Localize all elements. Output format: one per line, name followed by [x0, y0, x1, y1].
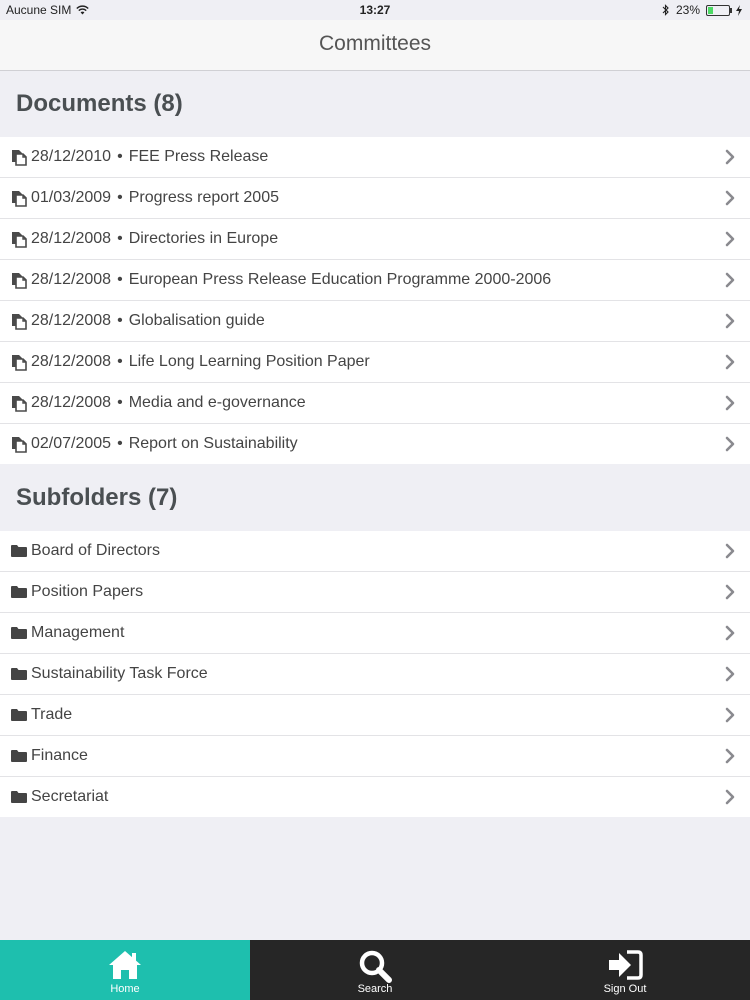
documents-icon — [11, 149, 28, 166]
search-icon — [357, 949, 393, 983]
status-bar — [0, 0, 750, 20]
document-icon-wrap — [11, 231, 28, 248]
document-date: 02/07/2005 — [31, 435, 112, 452]
document-icon-wrap — [11, 313, 28, 330]
sign-in-icon — [607, 949, 643, 981]
document-icon-wrap — [11, 436, 28, 453]
subfolder-row[interactable] — [0, 613, 750, 654]
document-row[interactable] — [0, 219, 750, 260]
document-date: 28/12/2008 — [31, 230, 112, 247]
document-title: Media and e-governance — [128, 394, 306, 411]
document-title: Progress report 2005 — [128, 189, 279, 206]
subfolders-section-title: Subfolders (7) — [16, 484, 178, 511]
chevron-right-icon — [724, 394, 736, 412]
folder-icon-wrap — [11, 625, 28, 642]
separator-bullet: • — [117, 148, 123, 165]
subfolder-name: Secretariat — [31, 788, 109, 805]
document-date: 28/12/2010 — [31, 148, 112, 165]
tab-search-label: Search — [357, 983, 393, 995]
chevron-right-icon — [724, 148, 736, 166]
document-date: 28/12/2008 — [31, 394, 112, 411]
documents-icon — [11, 190, 28, 207]
document-row[interactable] — [0, 178, 750, 219]
documents-icon — [11, 436, 28, 453]
separator-bullet: • — [117, 353, 123, 370]
chevron-right-icon — [724, 583, 736, 601]
document-icon-wrap — [11, 149, 28, 166]
battery-percent: 23% — [675, 3, 700, 17]
subfolder-row[interactable] — [0, 777, 750, 817]
document-label — [31, 353, 370, 371]
document-row[interactable] — [0, 383, 750, 424]
subfolder-row[interactable] — [0, 531, 750, 572]
chevron-right-icon — [724, 665, 736, 683]
documents-icon — [11, 272, 28, 289]
documents-icon — [11, 231, 28, 248]
chevron-right-icon — [724, 189, 736, 207]
subfolder-name: Management — [31, 624, 125, 641]
document-title: Globalisation guide — [128, 312, 265, 329]
document-icon-wrap — [11, 354, 28, 371]
document-label — [31, 148, 268, 166]
subfolder-row[interactable] — [0, 736, 750, 777]
chevron-right-icon — [724, 624, 736, 642]
folder-icon-wrap — [11, 789, 28, 806]
separator-bullet: • — [117, 312, 123, 329]
subfolder-name: Finance — [31, 747, 88, 764]
battery-fill — [708, 7, 713, 14]
documents-icon — [11, 395, 28, 412]
navigation-bar — [0, 20, 750, 71]
subfolder-name: Sustainability Task Force — [31, 665, 208, 682]
document-title: Directories in Europe — [128, 230, 279, 247]
chevron-right-icon — [724, 706, 736, 724]
document-label — [31, 230, 278, 248]
separator-bullet: • — [117, 435, 123, 452]
documents-icon — [11, 313, 28, 330]
subfolder-name: Trade — [31, 706, 73, 723]
document-label — [31, 435, 298, 453]
folder-icon-wrap — [11, 666, 28, 683]
folder-icon-wrap — [11, 707, 28, 724]
subfolder-row[interactable] — [0, 695, 750, 736]
folder-icon — [11, 708, 27, 722]
folder-icon — [11, 667, 27, 681]
clock: 13:27 — [359, 3, 391, 17]
folder-icon — [11, 749, 27, 763]
battery-icon — [706, 5, 730, 16]
folder-icon — [11, 790, 27, 804]
tab-sign-out-label: Sign Out — [603, 983, 647, 995]
bluetooth-icon — [662, 4, 670, 16]
subfolder-name: Board of Directors — [31, 542, 160, 559]
documents-icon — [11, 354, 28, 371]
tab-home[interactable] — [0, 940, 250, 1000]
folder-icon — [11, 585, 27, 599]
folder-icon-wrap — [11, 584, 28, 601]
subfolder-row[interactable] — [0, 654, 750, 695]
document-label — [31, 271, 551, 289]
document-icon-wrap — [11, 190, 28, 207]
document-row[interactable] — [0, 137, 750, 178]
document-date: 28/12/2008 — [31, 312, 112, 329]
document-label — [31, 189, 279, 207]
folder-icon — [11, 544, 27, 558]
page-title: Committees — [318, 32, 432, 55]
document-title: Report on Sustainability — [128, 435, 298, 452]
subfolder-name: Position Papers — [31, 583, 144, 600]
home-icon — [107, 949, 143, 981]
subfolder-row[interactable] — [0, 572, 750, 613]
chevron-right-icon — [724, 230, 736, 248]
tab-home-label: Home — [110, 983, 140, 995]
document-icon-wrap — [11, 272, 28, 289]
chevron-right-icon — [724, 747, 736, 765]
folder-icon-wrap — [11, 543, 28, 560]
chevron-right-icon — [724, 435, 736, 453]
separator-bullet: • — [117, 230, 123, 247]
document-row[interactable] — [0, 301, 750, 342]
document-label — [31, 312, 265, 330]
document-title: FEE Press Release — [128, 148, 269, 165]
document-row[interactable] — [0, 260, 750, 301]
tab-search[interactable] — [250, 940, 500, 1000]
tab-sign-out[interactable] — [500, 940, 750, 1000]
charging-icon — [736, 5, 742, 16]
document-label — [31, 394, 306, 412]
document-date: 28/12/2008 — [31, 271, 112, 288]
chevron-right-icon — [724, 353, 736, 371]
subfolders-list — [0, 531, 750, 817]
separator-bullet: • — [117, 189, 123, 206]
document-row[interactable] — [0, 424, 750, 464]
documents-list — [0, 137, 750, 464]
document-row[interactable] — [0, 342, 750, 383]
tab-bar — [0, 940, 750, 1000]
document-date: 01/03/2009 — [31, 189, 112, 206]
folder-icon — [11, 626, 27, 640]
document-date: 28/12/2008 — [31, 353, 112, 370]
document-title: European Press Release Education Programme 2000-2006 — [128, 271, 552, 288]
document-title: Life Long Learning Position Paper — [128, 353, 370, 370]
chevron-right-icon — [724, 788, 736, 806]
carrier-label: Aucune SIM — [6, 3, 72, 17]
chevron-right-icon — [724, 312, 736, 330]
documents-section-title: Documents (8) — [16, 90, 183, 117]
chevron-right-icon — [724, 542, 736, 560]
separator-bullet: • — [117, 394, 123, 411]
document-icon-wrap — [11, 395, 28, 412]
folder-icon-wrap — [11, 748, 28, 765]
chevron-right-icon — [724, 271, 736, 289]
separator-bullet: • — [117, 271, 123, 288]
